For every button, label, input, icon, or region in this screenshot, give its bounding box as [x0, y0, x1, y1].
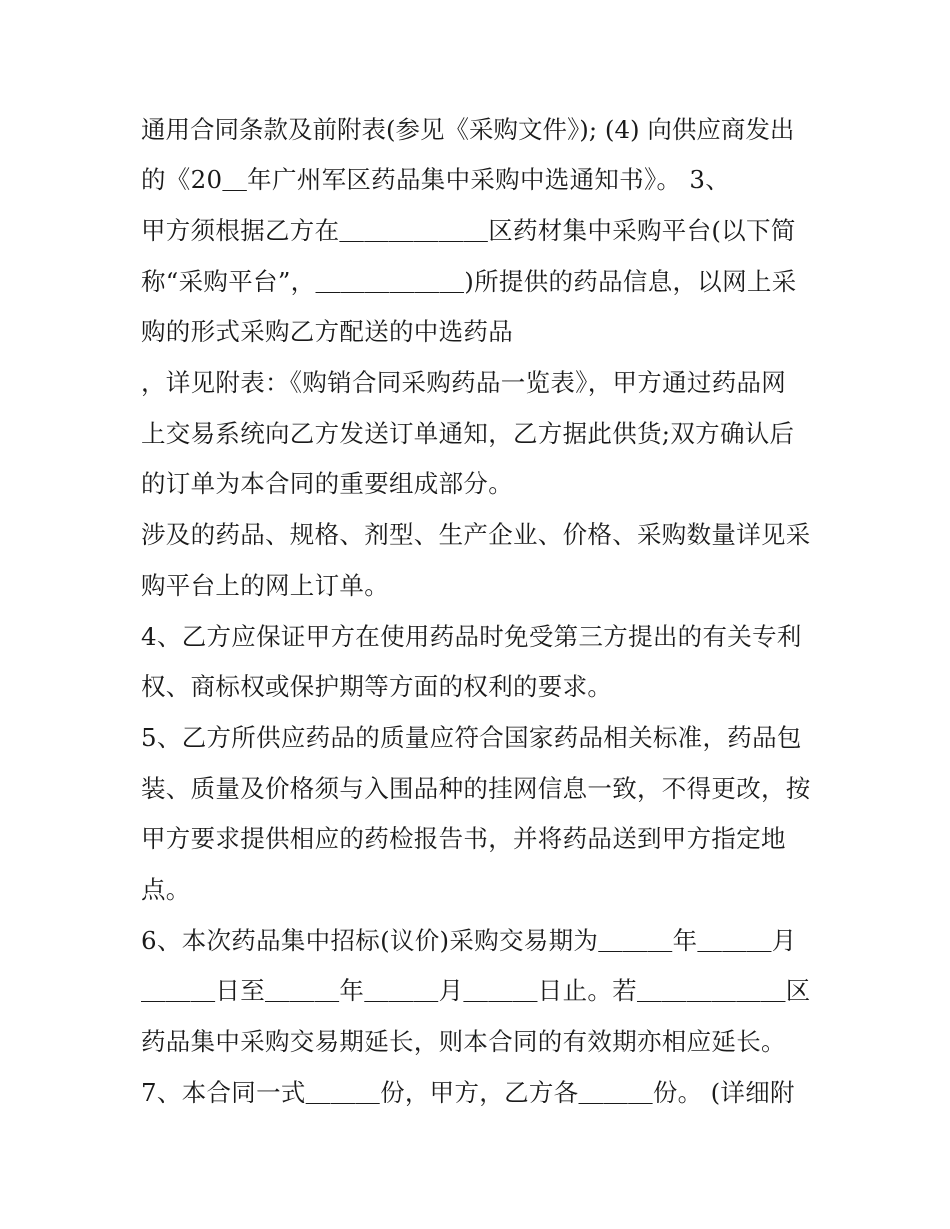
text-line: ，详见附表：《购销合同采购药品一览表》，甲方通过药品网	[141, 368, 787, 397]
text-line: 点。	[141, 875, 191, 904]
text-line: 称“采购平台”，＿＿＿＿＿＿)所提供的药品信息，以网上采	[141, 267, 797, 296]
text-line: 5、乙方所供应药品的质量应符合国家药品相关标准，药品包	[141, 723, 802, 752]
text-line: 药品集中采购交易期延长，则本合同的有效期亦相应延长。	[141, 1027, 786, 1056]
text-line: 权、商标权或保护期等方面的权利的要求。	[141, 672, 613, 701]
text-line: 4、乙方应保证甲方在使用药品时免受第三方提出的有关专利	[141, 622, 802, 651]
text-line: 购平台上的网上订单。	[141, 571, 389, 600]
text-line: 上交易系统向乙方发送订单通知，乙方据此供货;双方确认后	[141, 419, 795, 448]
text-line: ＿＿＿日至＿＿＿年＿＿＿月＿＿＿日止。若＿＿＿＿＿＿区	[141, 976, 811, 1005]
text-line: 6、本次药品集中招标(议价)采购交易期为＿＿＿年＿＿＿月	[141, 926, 797, 955]
text-line: 涉及的药品、规格、剂型、生产企业、价格、采购数量详见采	[141, 520, 811, 549]
text-line: 甲方须根据乙方在＿＿＿＿＿＿区药材集中采购平台(以下简	[141, 216, 796, 245]
text-line: 购的形式采购乙方配送的中选药品	[141, 317, 513, 346]
text-line: 的订单为本合同的重要组成部分。	[141, 469, 513, 498]
text-line: 7、本合同一式＿＿＿份，甲方，乙方各＿＿＿份。 (详细附	[141, 1078, 795, 1107]
text-line: 装、质量及价格须与入围品种的挂网信息一致，不得更改，按	[141, 774, 811, 803]
text-line: 的《20＿年广州军区药品集中采购中选通知书》。 3、	[141, 165, 731, 194]
text-line: 通用合同条款及前附表(参见《采购文件》); (4) 向供应商发出	[141, 115, 795, 144]
text-line: 甲方要求提供相应的药检报告书，并将药品送到甲方指定地	[141, 824, 786, 853]
